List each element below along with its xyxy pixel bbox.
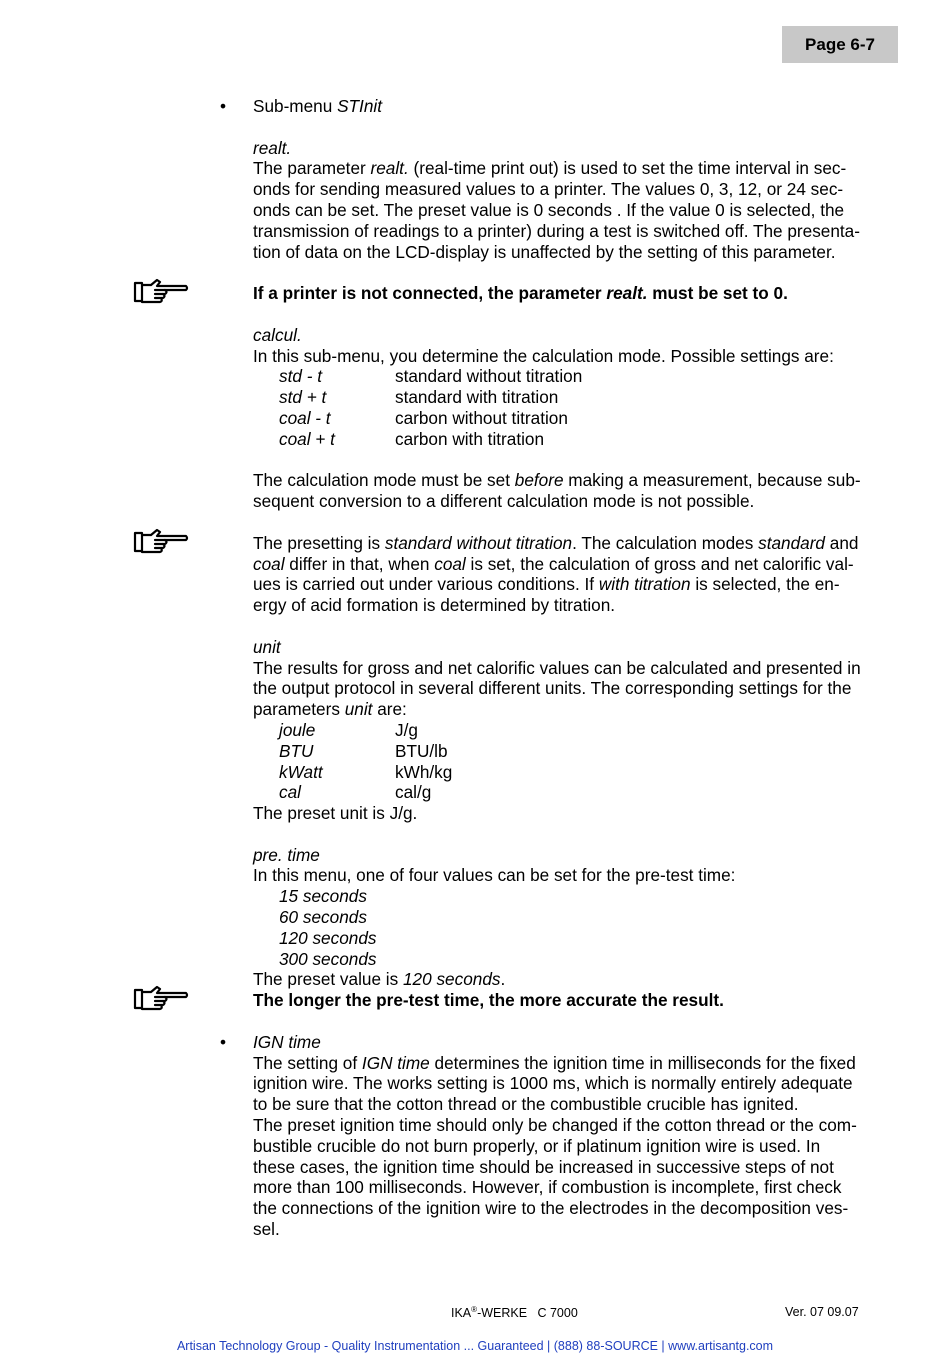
bullet-ign xyxy=(220,1031,903,1053)
unit-row: BTU BTU/lb xyxy=(279,740,448,761)
ign-line: sel. xyxy=(253,1219,280,1240)
unit-line: The results for gross and net calorific values can be calculated and presented in xyxy=(253,657,861,678)
calcul-mode-line: The calculation mode must be set before making a measurement, because sub- xyxy=(253,470,861,491)
ign-line: bustible crucible do not burn properly, or if platinum ignition wire is used. In xyxy=(253,1135,821,1156)
calcul-heading: calcul. xyxy=(253,324,302,345)
ign-heading: IGN time xyxy=(253,1031,321,1052)
realt-heading: realt. xyxy=(253,137,292,158)
realt-note: If a printer is not connected, the parameter realt. must be set to 0. xyxy=(253,283,903,304)
pretime-note: The longer the pre-test time, the more accurate the result. xyxy=(253,990,903,1011)
realt-paragraph-line: transmission of readings to a printer) during a test is switched off. The presenta- xyxy=(253,220,860,241)
pointing-hand-icon xyxy=(133,277,189,307)
pointing-hand-icon xyxy=(133,984,189,1014)
calcul-note-line: coal differ in that, when coal is set, the calculation of gross and net calorific val- xyxy=(253,553,854,574)
calcul-mode-line: sequent conversion to a different calculation mode is not possible. xyxy=(253,491,755,512)
realt-paragraph-line: The parameter realt. (real-time print out) is used to set the time interval in sec- xyxy=(253,158,847,179)
calcul-row: std + t standard with titration xyxy=(279,387,559,408)
calcul-row: coal - t carbon without titration xyxy=(279,407,568,428)
ign-line: The setting of IGN time determines the ignition time in milliseconds for the fixed xyxy=(253,1052,856,1073)
realt-paragraph-line: onds for sending measured values to a printer. The values 0, 3, 12, or 24 sec- xyxy=(253,179,844,200)
pretime-preset: The preset value is 120 seconds. xyxy=(253,969,506,990)
bullet-dot: • xyxy=(220,1031,227,1052)
submenu-name: STInit xyxy=(337,96,382,116)
ign-line: The preset ignition time should only be changed if the cotton thread or the com- xyxy=(253,1115,857,1136)
unit-line: parameters unit are: xyxy=(253,699,407,720)
submenu-prefix: Sub-menu xyxy=(253,96,338,116)
calcul-intro: In this sub-menu, you determine the calculation mode. Possible settings are: xyxy=(253,345,834,366)
ign-line: to be sure that the cotton thread or the combustible crucible has ignited. xyxy=(253,1094,799,1115)
pretime-option: 60 seconds xyxy=(279,907,367,928)
footer-version: Ver. 07 09.07 xyxy=(785,1305,859,1319)
ign-line: the connections of the ignition wire to the electrodes in the decomposition ves- xyxy=(253,1198,849,1219)
document-body xyxy=(220,96,903,1240)
page-number-label: Page 6-7 xyxy=(782,26,898,63)
pretime-option: 300 seconds xyxy=(279,948,377,969)
unit-preset: The preset unit is J/g. xyxy=(253,803,418,824)
calcul-note-line: The presetting is standard without titration. The calculation modes standard and xyxy=(253,533,903,554)
unit-line: the output protocol in several different units. The corresponding settings for the xyxy=(253,678,852,699)
calcul-row: coal + t carbon with titration xyxy=(279,428,545,449)
pretime-heading: pre. time xyxy=(253,844,320,865)
calcul-note-line: ues is carried out under various conditions. If with titration is selected, the en- xyxy=(253,574,840,595)
footer-brand: IKA®-WERKE C 7000 xyxy=(451,1305,578,1321)
unit-row: kWatt kWh/kg xyxy=(279,761,453,782)
unit-row: cal cal/g xyxy=(279,782,432,803)
calcul-row: std - t standard without titration xyxy=(279,366,583,387)
ign-line: ignition wire. The works setting is 1000 ms, which is normally entirely adequate xyxy=(253,1073,853,1094)
pointing-hand-icon xyxy=(133,527,189,557)
pretime-option: 120 seconds xyxy=(279,927,377,948)
artisan-footer-link[interactable]: Artisan Technology Group - Quality Instrumentation ... Guaranteed | (888) 88-SOURCE | www.artisantg.com xyxy=(176,1339,774,1353)
realt-paragraph-line: onds can be set. The preset value is 0 seconds . If the value 0 is selected, the xyxy=(253,199,845,220)
realt-paragraph-line: tion of data on the LCD-display is unaffected by the setting of this parameter. xyxy=(253,241,836,262)
calcul-note-line: ergy of acid formation is determined by titration. xyxy=(253,595,616,616)
pretime-option: 15 seconds xyxy=(279,886,367,907)
pretime-intro: In this menu, one of four values can be set for the pre-test time: xyxy=(253,865,736,886)
unit-heading: unit xyxy=(253,636,281,657)
bullet-dot: • xyxy=(220,96,227,116)
ign-line: more than 100 milliseconds. However, if combustion is incomplete, first check xyxy=(253,1177,842,1198)
bullet-submenu xyxy=(220,96,903,117)
ign-line: these cases, the ignition time should be increased in successive steps of not xyxy=(253,1156,834,1177)
unit-row: joule J/g xyxy=(279,719,418,740)
